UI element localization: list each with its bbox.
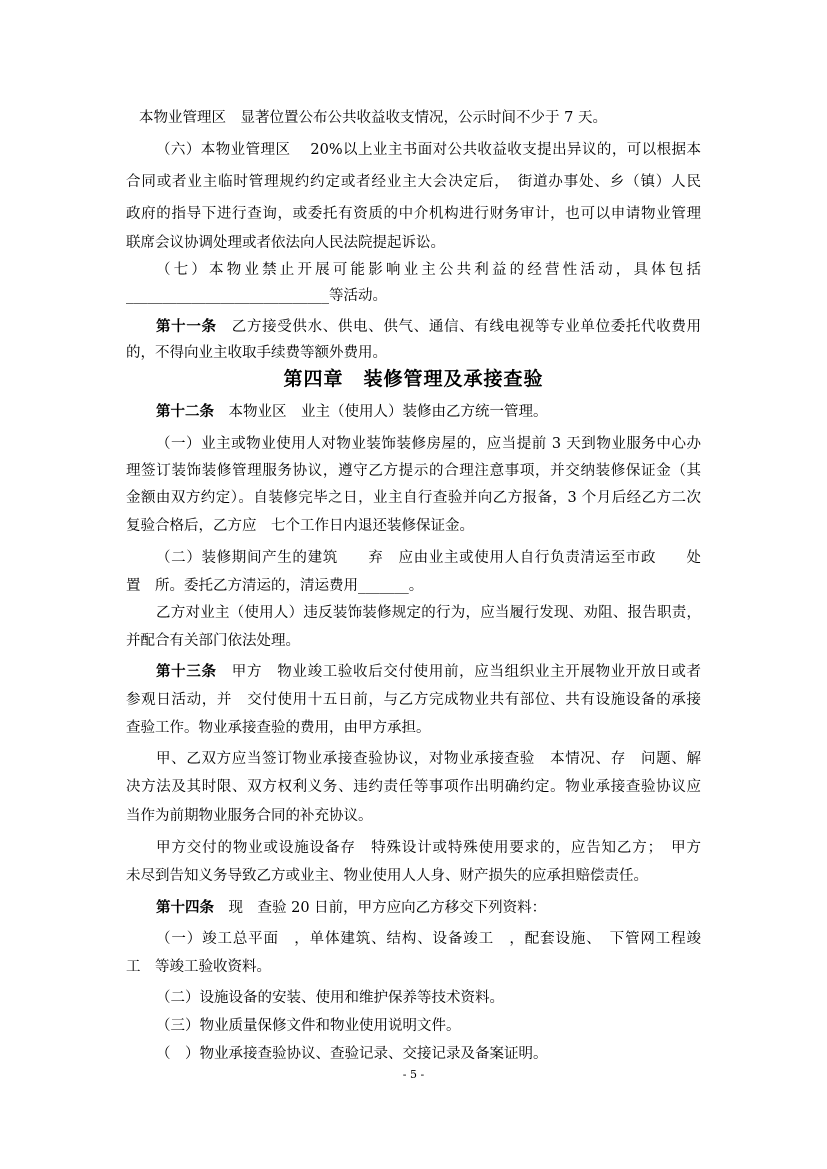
article-line: 第十三条 甲方 物业竣工验收后交付使用前，应当组织业主开展物业开放日或者 [156,664,701,680]
article-number: 第十四条 [156,900,214,916]
paragraph-line: 工 等竣工验收资料。 [126,959,271,975]
paragraph-line: 联席会议协调处理或者依法向人民法院提起诉讼。 [126,235,445,251]
paragraph-line: 查验工作。物业承接查验的费用，由甲方承担。 [126,720,431,736]
article-line: 第十一条 乙方接受供水、供电、供气、通信、有线电视等专业单位委托代收费用 [156,319,701,335]
page-number: - 5 - [402,1068,425,1081]
article-line: 第十四条 现 查验 20 日前，甲方应向乙方移交下列资料： [156,900,547,916]
paragraph-line: （二）装修期间产生的建筑 弃 应由业主或使用人自行负责清运至市政 处 [156,550,701,566]
paragraph-line: 决方法及其时限、双方权利义务、违约责任等事项作出明确约定。物业承接查验协议应 [126,779,701,795]
paragraph-line: ____________________________等活动。 [126,288,387,304]
chapter-heading: 第四章 装修管理及承接查验 [283,368,544,390]
paragraph-line: 的，不得向业主收取手续费等额外费用。 [126,345,387,361]
paragraph-line: 乙方对业主（使用人）违反装饰装修规定的行为，应当履行发现、劝阻、报告职责， [156,605,701,621]
paragraph-line: 理签订装饰装修管理服务协议，遵守乙方提示的合理注意事项，并交纳装修保证金（其 [126,463,701,479]
article-line: 第十二条 本物业区 业主（使用人）装修由乙方统一管理。 [156,404,548,420]
article-number: 第十二条 [156,404,214,420]
paragraph-line: 当作为前期物业服务合同的补充协议。 [126,808,373,824]
paragraph-line: （一）业主或物业使用人对物业装饰装修房屋的，应当提前 3 天到物业服务中心办 [156,436,701,452]
paragraph-line: 未尽到告知义务导致乙方或业主、物业使用人人身、财产损失的应承担赔偿责任。 [126,868,648,884]
paragraph-line: 政府的指导下进行查询，或委托有资质的中介机构进行财务审计，也可以申请物业管理 [126,206,701,222]
paragraph-line: 复验合格后，乙方应 七个工作日内退还装修保证金。 [126,518,474,534]
paragraph-line: 甲、乙双方应当签订物业承接查验协议，对物业承接查验 本情况、存 问题、解 [156,751,701,767]
paragraph-line: （六）本物业管理区 20%以上业主书面对公共收益收支提出异议的，可以根据本 [156,142,701,158]
paragraph-line: 合同或者业主临时管理规约约定或者经业主大会决定后， 街道办事处、乡（镇）人民 [126,174,701,190]
paragraph-line: （七）本物业禁止开展可能影响业主公共利益的经营性活动，具体包括 [156,262,701,278]
paragraph-line: （ ）物业承接查验协议、查验记录、交接记录及备案证明。 [156,1046,548,1062]
paragraph-line: （三）物业质量保修文件和物业使用说明文件。 [156,1018,461,1034]
paragraph-line: 本物业管理区 显著位置公布公共收益收支情况，公示时间不少于 7 天。 [139,110,607,126]
paragraph-line: 参观日活动，并 交付使用十五日前，与乙方完成物业共有部位、共有设施设备的承接 [126,692,701,708]
paragraph-line: （二）设施设备的安装、使用和维护保养等技术资料。 [156,990,504,1006]
paragraph-line: 并配合有关部门依法处理。 [126,633,300,649]
paragraph-line: 甲方交付的物业或设施设备存 特殊设计或特殊使用要求的，应告知乙方； 甲方 [156,840,701,856]
article-number: 第十三条 [156,664,217,680]
paragraph-line: 金额由双方约定）。自装修完毕之日，业主自行查验并向乙方报备，3 个月后经乙方二次 [126,490,701,506]
article-number: 第十一条 [156,319,217,335]
paragraph-line: 置 所。委托乙方清运的，清运费用_______。 [126,578,424,594]
paragraph-line: （一）竣工总平面 ，单体建筑、结构、设备竣工 ，配套设施、 下管网工程竣 [156,931,701,947]
